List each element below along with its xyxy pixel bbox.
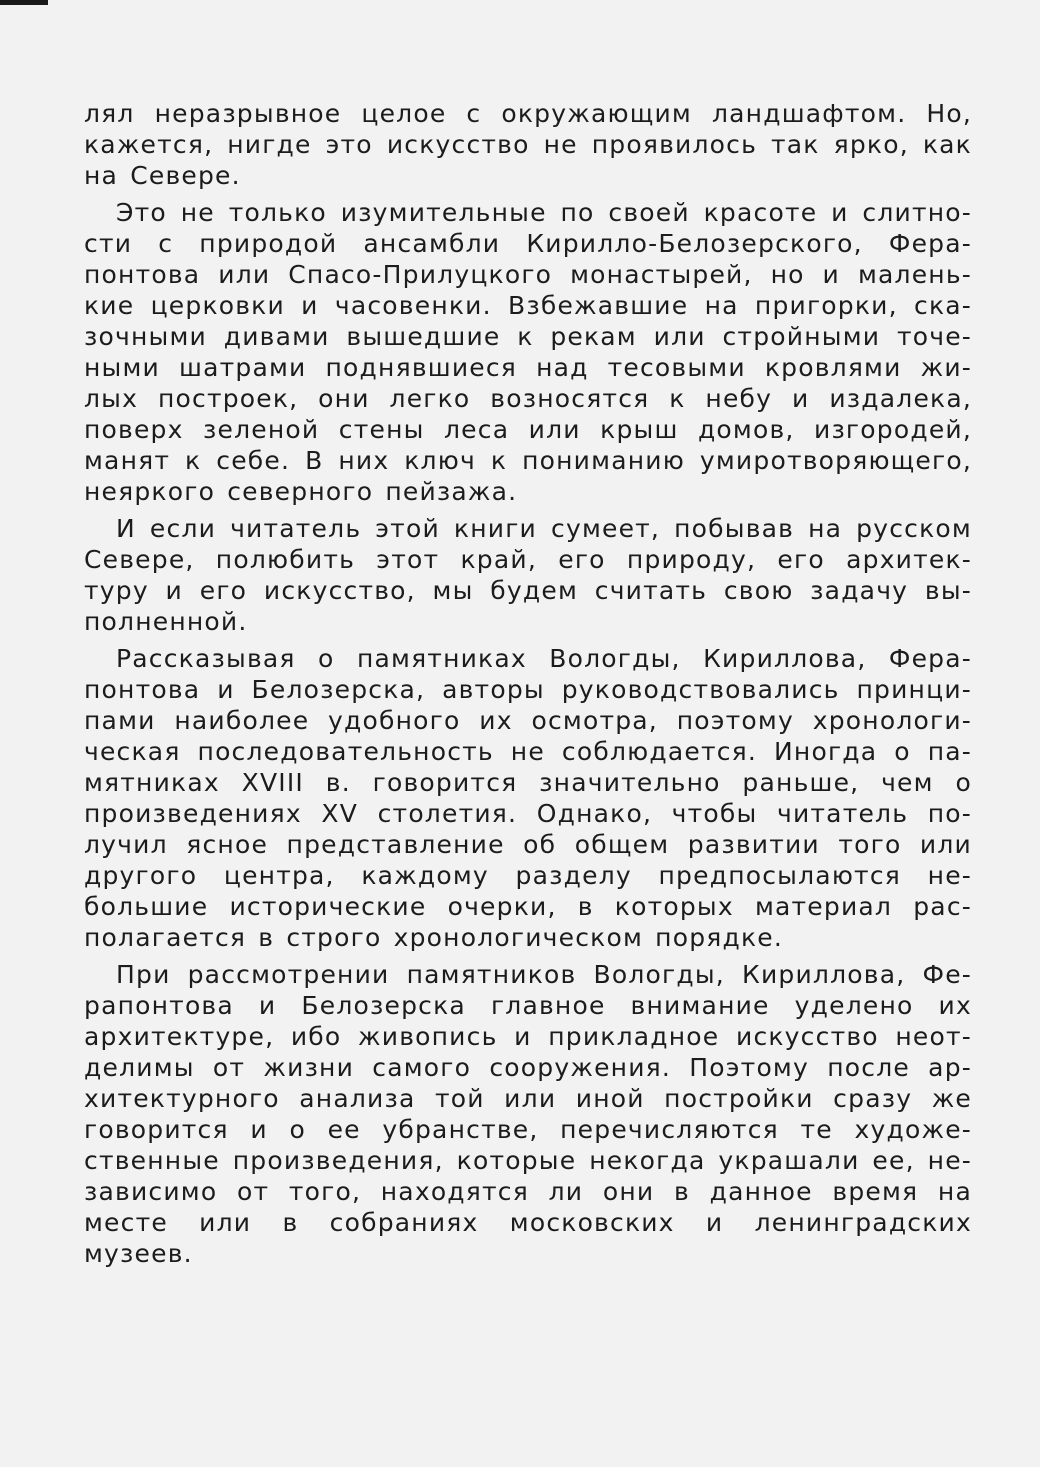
text-line: пами наиболее удобного их осмотра, поэтому хронологи- [84, 706, 972, 735]
text-line: ными шатрами поднявшиеся над тесовыми кровлями жи- [84, 353, 972, 382]
text-line: музеев. [84, 1239, 193, 1268]
paragraph-1 [84, 98, 972, 191]
paragraph-5 [84, 959, 972, 1269]
text-line: полненной. [84, 607, 248, 636]
text-line: лял неразрывное целое с окружающим ландшафтом. Но, [84, 99, 972, 128]
text-line: зочными дивами вышедшие к рекам или стройными точе- [84, 322, 972, 351]
text-line: кажется, нигде это искусство не проявилось так ярко, как [84, 130, 972, 159]
text-line: понтова или Спасо-Прилуцкого монастырей, но и малень- [84, 260, 972, 289]
scan-edge-mark [0, 0, 48, 5]
text-line: неяркого северного пейзажа. [84, 477, 518, 506]
text-line: другого центра, каждому разделу предпосылаются не- [84, 861, 972, 890]
paragraph-2 [84, 197, 972, 507]
text-line: лых построек, они легко возносятся к небу и издалека, [84, 384, 972, 413]
paragraph-3 [84, 513, 972, 637]
text-line: И если читатель этой книги сумеет, побывав на русском [116, 514, 972, 543]
text-line: рапонтова и Белозерска главное внимание уделено их [84, 991, 972, 1020]
paragraph-4 [84, 643, 972, 953]
text-line: большие исторические очерки, в которых материал рас- [84, 892, 972, 921]
text-line: понтова и Белозерска, авторы руководствовались принци- [84, 675, 972, 704]
text-line: зависимо от того, находятся ли они в данное время на [84, 1177, 972, 1206]
text-line: поверх зеленой стены леса или крыш домов, изгородей, [84, 415, 972, 444]
text-line: ческая последовательность не соблюдается. Иногда о па- [84, 737, 972, 766]
text-line: на Севере. [84, 161, 241, 190]
text-line: архитектуре, ибо живопись и прикладное искусство неот- [84, 1022, 972, 1051]
text-line: хитектурного анализа той или иной постройки сразу же [84, 1084, 972, 1113]
body-text [84, 98, 972, 1275]
text-line: туру и его искусство, мы будем считать свою задачу вы- [84, 576, 972, 605]
text-line: Рассказывая о памятниках Вологды, Кириллова, Фера- [116, 644, 972, 673]
text-line: мятниках XVIII в. говорится значительно раньше, чем о [84, 768, 972, 797]
text-line: говорится и о ее убранстве, перечисляются те художе- [84, 1115, 972, 1144]
text-line: месте или в собраниях московских и ленинградских [84, 1208, 972, 1237]
text-line: полагается в строго хронологическом порядке. [84, 923, 784, 952]
text-line: Севере, полюбить этот край, его природу, его архитек- [84, 545, 972, 574]
text-line: Это не только изумительные по своей красоте и слитно- [116, 198, 972, 227]
text-line: произведениях XV столетия. Однако, чтобы читатель по- [84, 799, 972, 828]
text-line: При рассмотрении памятников Вологды, Кириллова, Фе- [116, 960, 972, 989]
text-line: манят к себе. В них ключ к пониманию умиротворяющего, [84, 446, 972, 475]
text-line: ственные произведения, которые некогда украшали ее, не- [84, 1146, 972, 1175]
text-line: делимы от жизни самого сооружения. Поэтому после ар- [84, 1053, 972, 1082]
text-line: сти с природой ансамбли Кирилло-Белозерского, Фера- [84, 229, 972, 258]
text-line: кие церковки и часовенки. Взбежавшие на пригорки, ска- [84, 291, 972, 320]
text-line: лучил ясное представление об общем развитии того или [84, 830, 972, 859]
